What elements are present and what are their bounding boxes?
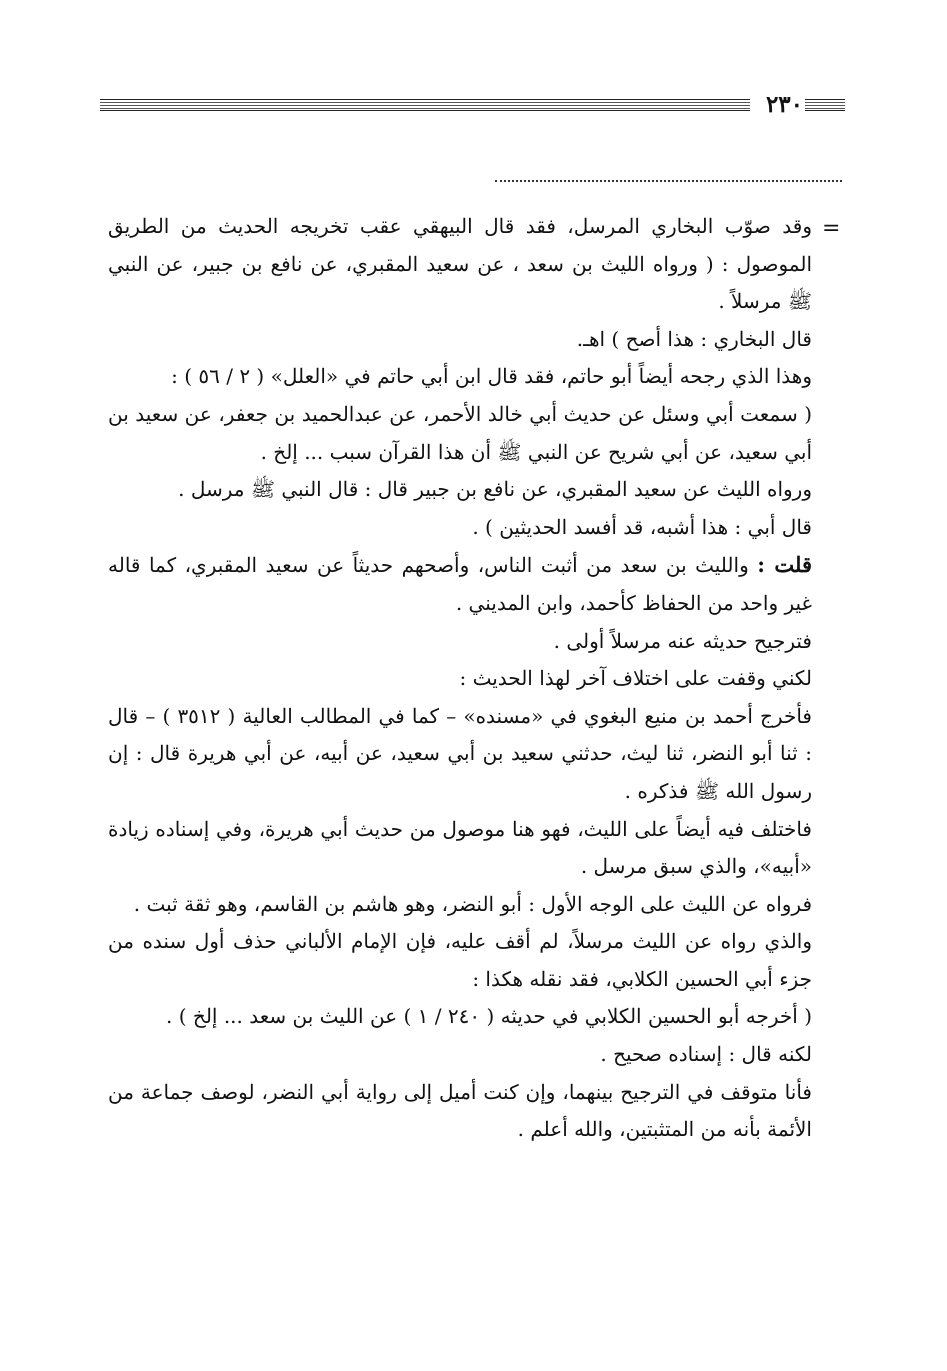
paragraph: قال البخاري : هذا أصح ) اهـ. [576, 326, 812, 351]
paragraph: وقد صوّب البخاري المرسل، فقد قال البيهقي عقب تخريجه الحديث من الطريق الموصول : ( ورواه الليث بن سعد ، عن سعيد المقبري، عن نافع بن جبير، عن النبي ﷺ مرسلاً . [108, 214, 812, 314]
paragraph: ( أخرجه أبو الحسين الكلابي في حديثه ( ٢٤٠ / ١ ) عن الليث بن سعد ... إلخ ) . [166, 1004, 812, 1029]
paragraph: ( سمعت أبي وسئل عن حديث أبي خالد الأحمر، عن عبدالحميد بن جعفر، عن سعيد بن أبي سعيد، عن أبي شريح عن النبي ﷺ أن هذا القرآن سبب ... إلخ . [108, 401, 813, 464]
footnote-separator [495, 180, 842, 182]
paragraph: فأنا متوقف في الترجيح بينهما، وإن كنت أميل إلى رواية أبي النضر، لوصف جماعة من الأئمة بأنه من المتثبتين، والله أعلم . [108, 1079, 812, 1142]
paragraph: لكنه قال : إسناده صحيح . [600, 1042, 812, 1067]
footnote-continuation-mark: = [822, 216, 841, 241]
page-header [100, 90, 845, 120]
paragraph: لكني وقفت على اختلاف آخر لهذا الحديث : [459, 666, 812, 691]
paragraph: فترجيح حديثه عنه مرسلاً أولى . [553, 628, 812, 653]
paragraph: فأخرج أحمد بن منيع البغوي في «مسنده» – كما في المطالب العالية ( ٣٥١٢ ) – قال : ثنا أبو النضر، ثنا ليث، حدثني سعيد بن أبي سعيد، عن أبيه، عن أبي هريرة قال : إن رسول الله ﷺ فذكره . [108, 703, 812, 803]
paragraph: ورواه الليث عن سعيد المقبري، عن نافع بن جبير قال : قال النبي ﷺ مرسل . [178, 477, 812, 502]
footnote-body [108, 208, 812, 1149]
header-rule-short [805, 99, 845, 111]
paragraph: وهذا الذي رجحه أيضاً أبو حاتم، فقد قال ابن أبي حاتم في «العلل» ( ٢ / ٥٦ ) : [171, 364, 812, 389]
paragraph: قال أبي : هذا أشبه، قد أفسد الحديثين ) . [472, 514, 812, 539]
paragraph: والذي رواه عن الليث مرسلاً، لم أقف عليه، فإن الإمام الألباني حذف أول سنده من جزء أبي الحسين الكلابي، فقد نقله هكذا : [108, 929, 812, 991]
header-rule-long [100, 99, 750, 111]
bold-lead-word: قلت : [757, 552, 812, 578]
paragraph: فاختلف فيه أيضاً على الليث، فهو هنا موصول من حديث أبي هريرة، وفي إسناده زيادة «أبيه»، والذي سبق مرسل . [108, 816, 812, 879]
page-number: ٢٣٠ [765, 91, 803, 118]
paragraph: فرواه عن الليث على الوجه الأول : أبو النضر، وهو هاشم بن القاسم، وهو ثقة ثبت . [133, 891, 812, 916]
paragraph: قلت : والليث بن سعد من أثبت الناس، وأصحهم حديثاً عن سعيد المقبري، كما قاله غير واحد من الحفاظ كأحمد، وابن المديني . [108, 552, 812, 615]
